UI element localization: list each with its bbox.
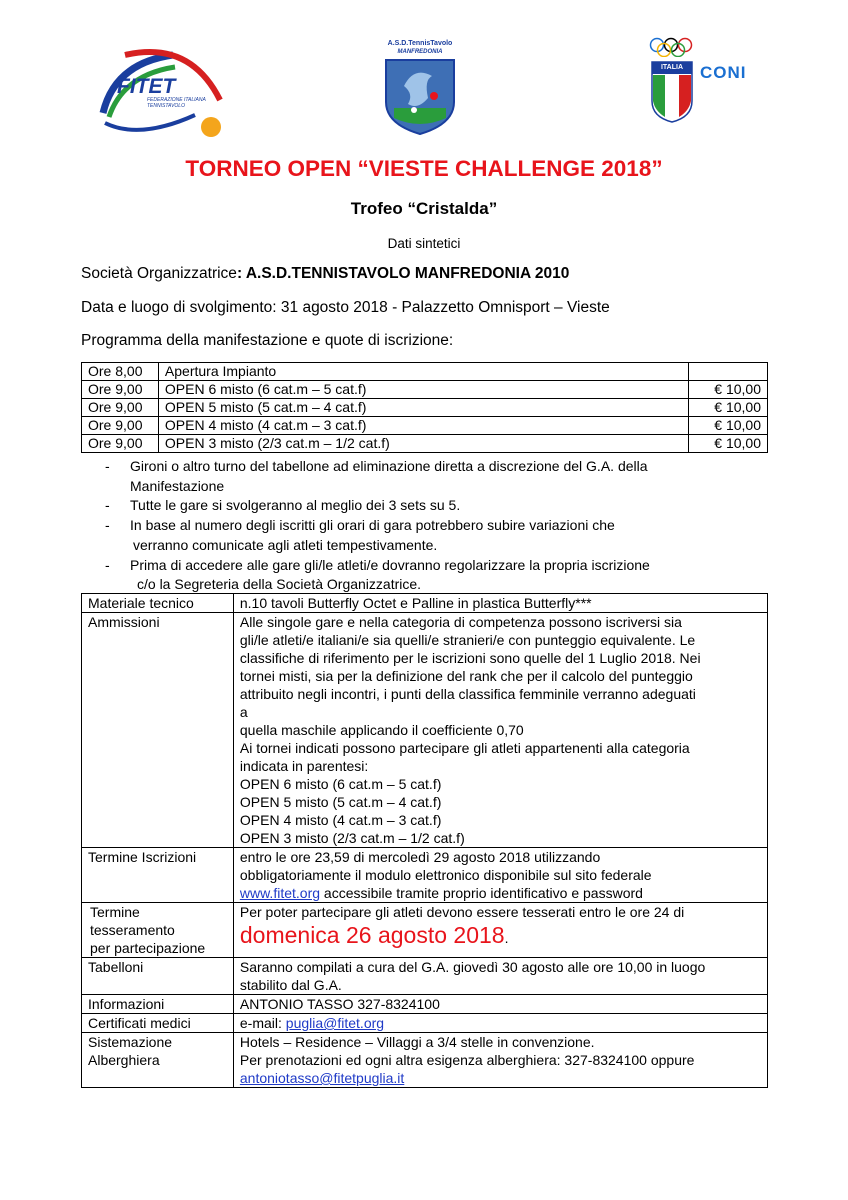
- sistemazione-label-1: Sistemazione: [88, 1034, 173, 1050]
- ammissioni-line: OPEN 6 misto (6 cat.m – 5 cat.f): [239, 776, 442, 792]
- table-row: [82, 363, 768, 381]
- materiale-label: Materiale tecnico: [82, 594, 234, 613]
- club-crest-subtitle: MANFREDONIA: [397, 49, 443, 55]
- bullet-dash: -: [105, 517, 110, 534]
- table-row: [82, 848, 768, 903]
- sistemazione-line-3: [240, 1069, 761, 1087]
- dolphin-shield-icon: [384, 58, 456, 136]
- informazioni-value: ANTONIO TASSO 327-8324100: [233, 995, 767, 1014]
- list-item-continuation: Manifestazione: [130, 477, 225, 494]
- list-item-continuation: c/o la Segreteria della Società Organizzatrice.: [137, 576, 422, 593]
- termine-line-3-text: accessibile tramite proprio identificativo e password: [320, 885, 643, 901]
- list-item: [105, 457, 745, 477]
- certificati-prefix: e-mail:: [239, 1015, 286, 1031]
- ammissioni-value: [233, 613, 767, 848]
- termine-line-1: entro le ore 23,59 di mercoledì 29 agosto 2018 utilizzando: [239, 849, 601, 865]
- ammissioni-line: quella maschile applicando il coefficiente 0,70: [239, 722, 524, 738]
- table-row: [82, 399, 768, 417]
- program-event: OPEN 5 misto (5 cat.m – 4 cat.f): [158, 399, 688, 417]
- program-event: OPEN 6 misto (6 cat.m – 5 cat.f): [158, 381, 688, 399]
- ammissioni-line: classifiche di riferimento per le iscrizioni sono quelle del 1 Luglio 2018. Nei: [239, 650, 701, 666]
- table-row: [82, 903, 768, 958]
- bullet-dash: -: [105, 497, 110, 514]
- table-row: [82, 381, 768, 399]
- program-time: Ore 8,00: [82, 363, 159, 381]
- ammissioni-line: Ai tornei indicati possono partecipare gli atleti appartenenti alla categoria: [239, 740, 690, 756]
- table-row: [82, 1014, 768, 1033]
- certificati-label: Certificati medici: [82, 1014, 234, 1033]
- tabelloni-line-2: stabilito dal G.A.: [239, 977, 342, 993]
- program-line: Programma della manifestazione e quote di iscrizione:: [81, 332, 454, 349]
- section-caption: Dati sintetici: [387, 236, 461, 251]
- fitet-logo: [95, 45, 230, 140]
- termine-label: Termine Iscrizioni: [82, 848, 234, 903]
- olympic-rings-icon: [649, 37, 701, 57]
- sistemazione-line-1: Hotels – Residence – Villaggi a 3/4 stelle in convenzione.: [239, 1034, 595, 1050]
- certificati-email-link[interactable]: puglia@fitet.org: [285, 1015, 385, 1031]
- program-event: OPEN 4 misto (4 cat.m – 3 cat.f): [158, 417, 688, 435]
- tesseramento-line-1: Per poter partecipare gli atleti devono essere tesserati entro le ore 24 di: [239, 904, 685, 920]
- program-price: [689, 363, 768, 381]
- tesseramento-line-2: [240, 921, 761, 952]
- list-item-text: Prima di accedere alle gare gli/le atleti/e dovranno regolarizzare la propria iscrizione: [130, 556, 650, 573]
- organizer-value: : A.S.D.TENNISTAVOLO MANFREDONIA 2010: [236, 265, 570, 282]
- sistemazione-label: [82, 1033, 234, 1088]
- program-price: € 10,00: [689, 417, 768, 435]
- program-event: Apertura Impianto: [158, 363, 688, 381]
- program-time: Ore 9,00: [82, 417, 159, 435]
- table-row: [82, 417, 768, 435]
- list-item: [105, 556, 745, 576]
- termine-value: [233, 848, 767, 903]
- page-title: TORNEO OPEN “VIESTE CHALLENGE 2018”: [185, 156, 663, 181]
- ammissioni-line: OPEN 4 misto (4 cat.m – 3 cat.f): [239, 812, 442, 828]
- notes-list: [105, 457, 745, 595]
- list-item-text: Tutte le gare si svolgeranno al meglio dei 3 sets su 5.: [130, 497, 461, 514]
- fitet-wordmark: FITET: [117, 75, 176, 98]
- table-row: [82, 995, 768, 1014]
- sistemazione-line-2: Per prenotazioni ed ogni altra esigenza alberghiera: 327-8324100 oppure: [239, 1052, 695, 1068]
- program-time: Ore 9,00: [82, 435, 159, 453]
- organizer-line: [81, 265, 569, 283]
- ammissioni-line: attribuito negli incontri, i punti della classifica femminile verranno adeguati: [239, 686, 696, 702]
- certificati-value: [233, 1014, 767, 1033]
- table-row: [82, 435, 768, 453]
- list-item-text: In base al numero degli iscritti gli orari di gara potrebbero subire variazioni che: [130, 517, 615, 534]
- coni-wordmark: CONI: [700, 63, 747, 82]
- club-crest: [380, 40, 460, 136]
- program-time: Ore 9,00: [82, 381, 159, 399]
- list-item-continuation: verranno comunicate agli atleti tempestivamente.: [133, 536, 438, 553]
- termine-line-2: obbligatoriamente il modulo elettronico disponibile sul sito federale: [239, 867, 652, 883]
- ammissioni-label: Ammissioni: [82, 613, 234, 848]
- sistemazione-value: [233, 1033, 767, 1088]
- page-subtitle: Trofeo “Cristalda”: [350, 199, 498, 218]
- list-item: [105, 516, 745, 536]
- table-row: [82, 613, 768, 848]
- program-table: [81, 362, 768, 453]
- club-crest-title: A.S.D.TennisTavolo: [387, 40, 453, 47]
- coni-logo: [645, 37, 765, 125]
- organizer-label: Società Organizzatrice: [81, 265, 237, 282]
- sistemazione-email-link[interactable]: antoniotasso@fitetpuglia.it: [239, 1070, 405, 1086]
- program-price: € 10,00: [689, 381, 768, 399]
- ammissioni-line: indicata in parentesi:: [239, 758, 369, 774]
- program-event: OPEN 3 misto (2/3 cat.m – 1/2 cat.f): [158, 435, 688, 453]
- table-row: [82, 594, 768, 613]
- tesseramento-deadline: domenica 26 agosto 2018: [239, 922, 505, 948]
- list-item: [105, 496, 745, 516]
- italia-label: ITALIA: [660, 64, 684, 71]
- bullet-dash: -: [105, 458, 110, 474]
- informazioni-label: Informazioni: [82, 995, 234, 1014]
- tabelloni-label: Tabelloni: [82, 958, 234, 995]
- table-row: [82, 958, 768, 995]
- ammissioni-line: gli/le atleti/e italiani/e sia quelli/e stranieri/e con punteggio equivalente. Le: [239, 632, 696, 648]
- tesseramento-dot: .: [504, 930, 509, 946]
- list-item-text: Gironi o altro turno del tabellone ad eliminazione diretta a discrezione del G.A. della: [130, 458, 648, 474]
- program-price: € 10,00: [689, 399, 768, 417]
- bullet-dash: -: [105, 556, 110, 573]
- ammissioni-line: Alle singole gare e nella categoria di competenza possono iscriversi sia: [239, 614, 682, 630]
- tesseramento-label-2: tesseramento: [90, 922, 175, 938]
- tesseramento-label-1: Termine: [90, 904, 140, 920]
- details-table: [81, 593, 768, 1088]
- sistemazione-label-2: Alberghiera: [88, 1052, 160, 1068]
- ammissioni-line: tornei misti, sia per la definizione del rank che per il calcolo del punteggio: [239, 668, 693, 684]
- tabelloni-value: [233, 958, 767, 995]
- ammissioni-line: OPEN 5 misto (5 cat.m – 4 cat.f): [239, 794, 442, 810]
- fitet-website-link[interactable]: www.fitet.org: [239, 885, 321, 901]
- table-row: [82, 1033, 768, 1088]
- program-price: € 10,00: [689, 435, 768, 453]
- tesseramento-label-3: per partecipazione: [90, 940, 206, 956]
- tesseramento-value: [233, 903, 767, 958]
- tesseramento-label: [82, 903, 234, 958]
- termine-line-3: [240, 884, 761, 902]
- tabelloni-line-1: Saranno compilati a cura del G.A. giovedì 30 agosto alle ore 10,00 in luogo: [239, 959, 706, 975]
- date-line: Data e luogo di svolgimento: 31 agosto 2018 - Palazzetto Omnisport – Vieste: [81, 299, 610, 316]
- program-time: Ore 9,00: [82, 399, 159, 417]
- ammissioni-line: OPEN 3 misto (2/3 cat.m – 1/2 cat.f): [239, 830, 465, 846]
- materiale-value: n.10 tavoli Butterfly Octet e Palline in plastica Butterfly***: [233, 594, 767, 613]
- ammissioni-line: a: [239, 704, 248, 720]
- fitet-subtext: FEDERAZIONE ITALIANA TENNISTAVOLO: [147, 97, 206, 109]
